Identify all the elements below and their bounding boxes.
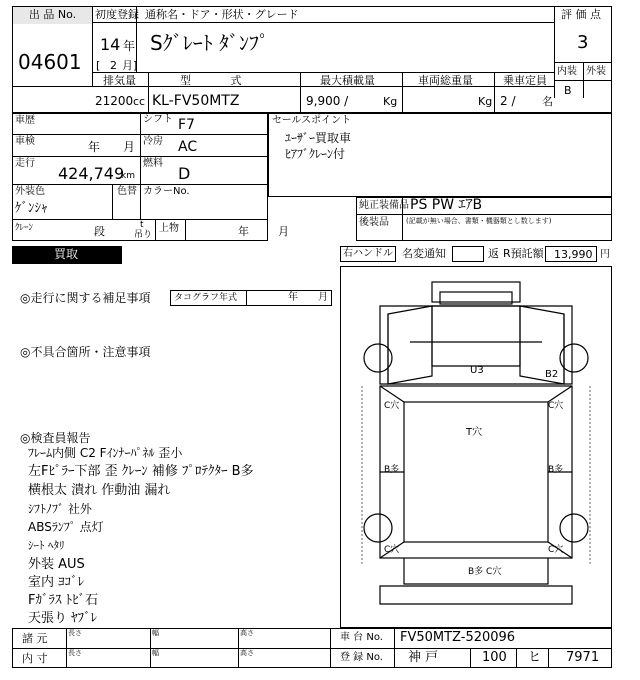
dims-label: 諸 元 [22, 632, 48, 645]
rear-bumper [380, 586, 572, 604]
mark-t-center: T穴 [466, 427, 483, 438]
mark-c-left-low: C穴 [384, 545, 400, 555]
notice-label: 名変通知 [402, 247, 446, 260]
mark-bottom: B多 C穴 [468, 567, 502, 577]
max-load-unit: Kg [383, 95, 398, 108]
inspector-line-8: 室内 ﾖｺﾞﾚ [28, 575, 85, 590]
interior-dims-label: 内 寸 [22, 652, 48, 665]
displacement: 21200 [95, 94, 134, 108]
displacement-label: 排気量 [103, 74, 136, 87]
wheel-rear-right [560, 514, 588, 542]
gross-weight-unit: Kg [478, 95, 493, 108]
reg-class: 100 [482, 650, 507, 665]
mark-c-right-low: C穴 [548, 545, 564, 555]
inspection-label: 車検 [15, 136, 35, 147]
inspection-month: 月 [123, 140, 136, 154]
capacity: 2 / [500, 94, 516, 108]
mark-b2: B2 [545, 369, 559, 380]
model-name: Sｸﾞﾚｰﾄ ﾀﾞﾝﾌﾟ [150, 31, 270, 55]
inspection-year: 年 [88, 140, 101, 154]
inspector-line-10: 天張り ﾔﾌﾞﾚ [28, 611, 98, 626]
displacement-unit: cc [133, 95, 146, 108]
inspector-line-7: 外装 AUS [28, 557, 85, 572]
chassis-label: 車 台 No. [340, 632, 383, 643]
ac-label: 冷房 [143, 136, 163, 147]
dims-height: 高さ [240, 629, 254, 637]
inspector-line-4: ｼﾌﾄﾉﾌﾞ 社外 [28, 502, 92, 516]
history-label: 車歴 [15, 115, 35, 126]
dump-left-side [380, 386, 572, 558]
lot-number: 04601 [18, 50, 82, 74]
color-value: ｹﾞﾝｼｬ [15, 201, 48, 216]
grade-label: 評 価 点 [561, 8, 601, 21]
inspector-label: ◎検査員報告 [20, 431, 91, 445]
type-label: 型 式 [180, 74, 260, 87]
defects-label: ◎不具合箇所・注意事項 [20, 345, 151, 359]
inspector-line-1: ﾌﾚｰﾑ内側 C2 Fｲﾝﾅｰﾊﾟﾈﾙ 歪小 [28, 446, 183, 460]
dump-floor [404, 402, 548, 542]
inspector-line-2: 左Fﾋﾟﾗｰ下部 歪 ｸﾚｰﾝ 補修 ﾌﾟﾛﾃｸﾀｰ B多 [28, 464, 254, 479]
reg-year-unit: 年 [123, 39, 136, 53]
mark-b-left: B多 [384, 465, 400, 475]
cab-top-panel [432, 306, 520, 366]
name-label: 通称名・ドア・形状・グレード [145, 8, 299, 21]
handle-value: 右ハンドル [343, 248, 393, 259]
vehicle-type: KL-FV50MTZ [152, 93, 240, 109]
mileage-value: 424,749 [58, 164, 125, 183]
interior-length: 長さ [68, 649, 82, 657]
deposit-label: R預託額 [503, 247, 544, 260]
mark-c-left: C穴 [384, 401, 400, 411]
dump-body [380, 386, 572, 558]
buy-banner-text: 買取 [54, 247, 79, 261]
reg-plate-number: 7971 [566, 650, 600, 665]
crane-ton: t [140, 220, 144, 230]
lift-year: 年 [238, 225, 249, 238]
reg-number-label: 登 録 No. [340, 652, 383, 663]
driving-notes-label: ◎走行に関する補足事項 [20, 291, 151, 305]
reg-area: 神 戸 [408, 650, 439, 665]
cab-window-left [388, 306, 432, 384]
tachograph-month: 月 [318, 292, 328, 303]
sales-point-2: ﾋｱﾌﾞｸﾚｰﾝ付 [285, 147, 346, 161]
dims-width: 幅 [152, 629, 159, 637]
mileage-label: 走行 [15, 158, 35, 169]
capacity-label: 乗車定員 [503, 74, 547, 87]
mark-b-right: B多 [548, 465, 564, 475]
crane-stage: 段 [94, 225, 105, 238]
exterior-grade-label: 外装 [586, 66, 606, 77]
buy-banner [12, 246, 122, 264]
reg-month-open: [ [96, 59, 101, 72]
equipment-value: PS PW ｴｱB [410, 197, 483, 213]
interior-grade-label: 内装 [557, 66, 577, 77]
shift-value: F7 [178, 117, 195, 133]
grade-value: 3 [577, 32, 589, 53]
aftermarket-label: 後装品 [359, 217, 389, 228]
gross-label: 車両総重量 [418, 74, 473, 87]
mark-c-right: C穴 [548, 401, 564, 411]
reg-year: 14 [100, 35, 121, 54]
inspector-line-5: ABSﾗﾝﾌﾟ 点灯 [28, 520, 104, 534]
wheel-rear-left [364, 514, 392, 542]
ac-value: AC [178, 139, 198, 155]
deposit-prefix: 返 [488, 247, 499, 260]
color-no-label: カラーNo. [143, 186, 190, 197]
reg-month-unit: 月] [122, 59, 138, 72]
load-label: 最大積載量 [320, 74, 375, 87]
inspector-line-6: ｼｰﾄ ﾍﾀﾘ [28, 539, 65, 552]
inspector-line-9: Fｶﾞﾗｽ ﾄﾋﾞ石 [28, 593, 99, 608]
equipment-label: 純正装備品 [359, 200, 409, 211]
aftermarket-note: (記載が無い場合、書類・機器類とし数します) [406, 217, 552, 225]
lot-label: 出 品 No. [13, 7, 92, 24]
crane-label: ｸﾚｰﾝ [15, 223, 34, 233]
tachograph-label: タコグラフ年式 [174, 293, 238, 303]
color-change-label: 色替 [117, 186, 137, 197]
mark-u3: U3 [470, 365, 484, 376]
sales-label: セールスポイント [272, 115, 352, 126]
lift-month: 月 [278, 225, 289, 238]
fuel-value: D [178, 164, 191, 183]
mileage-unit: km [121, 171, 135, 181]
shift-label: シフト [143, 114, 173, 125]
interior-height: 高さ [240, 649, 254, 657]
tachograph-year: 年 [288, 292, 298, 303]
fuel-label: 燃料 [143, 158, 163, 169]
reg-label: 初度登録 [95, 8, 139, 21]
reg-kana: ヒ [528, 650, 542, 665]
inspector-line-3: 横根太 潰れ 作動油 漏れ [28, 483, 171, 498]
max-load: 9,900 / [306, 94, 349, 108]
lift-label: 上物 [159, 223, 179, 234]
interior-width: 幅 [152, 649, 159, 657]
capacity-unit: 名 [542, 95, 553, 108]
reg-month: 2 [110, 59, 117, 72]
sales-point-1: ﾕｰｻﾞｰ買取車 [285, 131, 352, 145]
crane-hook: 吊り [134, 230, 153, 240]
color-label: 外装色 [15, 186, 45, 197]
interior-grade: B [564, 84, 572, 97]
yen-unit: 円 [600, 249, 610, 260]
deposit-value: 13,990 [554, 248, 593, 261]
chassis-number: FV50MTZ-520096 [400, 630, 516, 645]
notice-box [452, 246, 484, 262]
dims-length: 長さ [68, 629, 82, 637]
